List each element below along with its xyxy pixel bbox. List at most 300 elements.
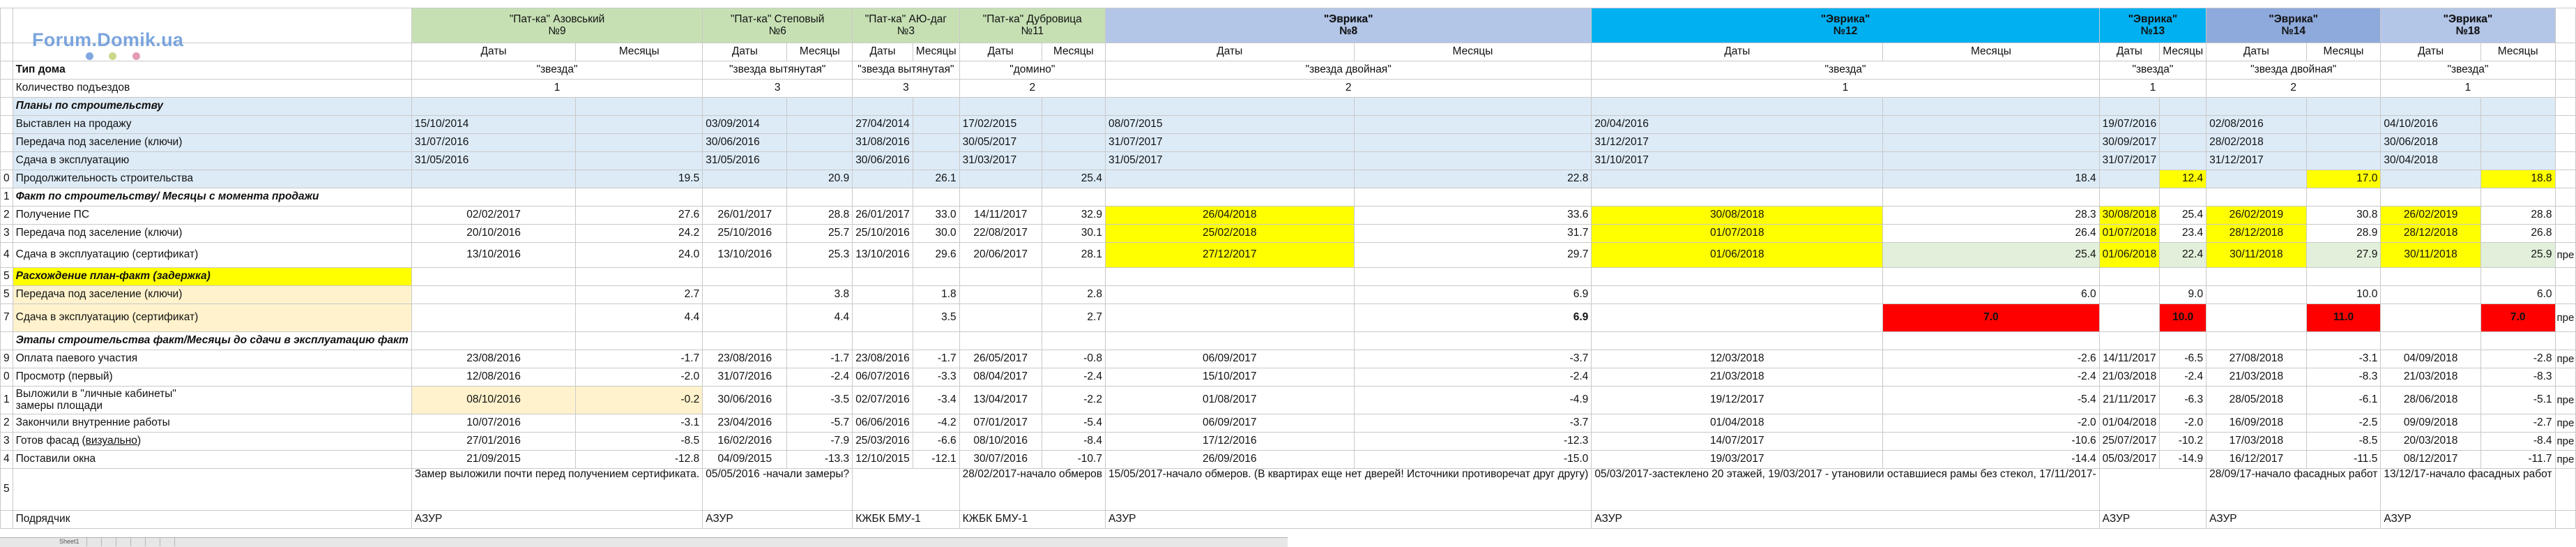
- date-cell[interactable]: [1105, 170, 1354, 188]
- date-cell[interactable]: 01/07/2018: [1592, 225, 1883, 243]
- row-label[interactable]: Просмотр (первый): [13, 368, 411, 387]
- note-cell[interactable]: 28/02/2017-начало обмеров: [959, 469, 1105, 511]
- date-cell[interactable]: 14/11/2017: [959, 207, 1042, 225]
- months-cell[interactable]: 33.0: [913, 207, 959, 225]
- months-cell[interactable]: -5.1: [2480, 387, 2555, 414]
- subheader-dates[interactable]: Даты: [703, 43, 787, 61]
- subheader-dates[interactable]: Даты: [1105, 43, 1354, 61]
- months-cell[interactable]: 2.7: [576, 286, 703, 304]
- date-cell[interactable]: 31/07/2017: [1105, 134, 1354, 152]
- empty-cell[interactable]: [787, 268, 853, 286]
- date-cell[interactable]: [959, 304, 1042, 332]
- overflow-cell[interactable]: [2555, 207, 2576, 225]
- months-cell[interactable]: -2.4: [2160, 368, 2207, 387]
- empty-cell[interactable]: [1883, 188, 2100, 207]
- empty-cell[interactable]: [703, 188, 787, 207]
- date-cell[interactable]: [1592, 170, 1883, 188]
- overflow-cell[interactable]: [2555, 368, 2576, 387]
- date-cell[interactable]: [959, 170, 1042, 188]
- months-cell[interactable]: -5.4: [1042, 414, 1105, 433]
- empty-cell[interactable]: [2099, 188, 2160, 207]
- empty-cell[interactable]: [2381, 188, 2481, 207]
- overflow-cell[interactable]: пре: [2555, 451, 2576, 469]
- months-cell[interactable]: -8.4: [1042, 433, 1105, 451]
- months-cell[interactable]: 27.6: [576, 207, 703, 225]
- months-cell[interactable]: [1042, 152, 1105, 170]
- months-cell[interactable]: -1.7: [787, 350, 853, 368]
- date-cell[interactable]: 02/07/2016: [853, 387, 913, 414]
- value-cell[interactable]: "звезда": [411, 61, 702, 80]
- date-cell[interactable]: [1105, 304, 1354, 332]
- months-cell[interactable]: -8.3: [2480, 368, 2555, 387]
- subheader-months[interactable]: Месяцы: [787, 43, 853, 61]
- row-number[interactable]: [1, 98, 13, 116]
- empty-cell[interactable]: [853, 98, 913, 116]
- months-cell[interactable]: -3.1: [2306, 350, 2381, 368]
- months-cell[interactable]: 23.4: [2160, 225, 2207, 243]
- overflow-cell[interactable]: [2555, 225, 2576, 243]
- months-cell[interactable]: [1883, 152, 2100, 170]
- months-cell[interactable]: 32.9: [1042, 207, 1105, 225]
- value-cell[interactable]: 2: [959, 80, 1105, 98]
- months-cell[interactable]: -3.1: [576, 414, 703, 433]
- months-cell[interactable]: -12.3: [1354, 433, 1592, 451]
- months-cell[interactable]: [2160, 134, 2207, 152]
- date-cell[interactable]: 30/11/2018: [2207, 243, 2307, 268]
- date-cell[interactable]: 27/12/2017: [1105, 243, 1354, 268]
- date-cell[interactable]: [2099, 170, 2160, 188]
- date-cell[interactable]: [2099, 286, 2160, 304]
- empty-cell[interactable]: [913, 332, 959, 350]
- months-cell[interactable]: -2.5: [2306, 414, 2381, 433]
- date-cell[interactable]: 04/09/2015: [703, 451, 787, 469]
- date-cell[interactable]: 13/10/2016: [411, 243, 575, 268]
- months-cell[interactable]: [787, 116, 853, 134]
- row-label[interactable]: [13, 433, 411, 451]
- row-number[interactable]: [1, 332, 13, 350]
- row-number[interactable]: [1, 152, 13, 170]
- value-cell[interactable]: 3: [703, 80, 853, 98]
- date-cell[interactable]: 28/12/2018: [2207, 225, 2307, 243]
- months-cell[interactable]: -2.0: [2160, 414, 2207, 433]
- date-cell[interactable]: 04/09/2018: [2381, 350, 2481, 368]
- empty-cell[interactable]: [1354, 98, 1592, 116]
- months-cell[interactable]: 28.3: [1883, 207, 2100, 225]
- date-cell[interactable]: 21/03/2018: [2207, 368, 2307, 387]
- value-cell[interactable]: 1: [411, 80, 702, 98]
- value-cell[interactable]: "звезда вытянутая": [853, 61, 959, 80]
- date-cell[interactable]: 01/04/2018: [1592, 414, 1883, 433]
- date-cell[interactable]: 30/06/2018: [2381, 134, 2481, 152]
- months-cell[interactable]: [913, 134, 959, 152]
- date-cell[interactable]: [2207, 304, 2307, 332]
- value-cell[interactable]: АЗУР: [703, 511, 853, 529]
- value-cell[interactable]: "звезда вытянутая": [703, 61, 853, 80]
- empty-cell[interactable]: [2381, 268, 2481, 286]
- value-cell[interactable]: 3: [853, 80, 959, 98]
- empty-cell[interactable]: [2207, 268, 2307, 286]
- project-header-8[interactable]: [2207, 8, 2381, 43]
- empty-cell[interactable]: [1592, 188, 1883, 207]
- date-cell[interactable]: 30/07/2016: [959, 451, 1042, 469]
- value-cell[interactable]: 1: [2381, 80, 2555, 98]
- subheader-months[interactable]: Месяцы: [913, 43, 959, 61]
- subheader-dates[interactable]: Даты: [853, 43, 913, 61]
- months-cell[interactable]: [1354, 152, 1592, 170]
- months-cell[interactable]: [2306, 134, 2381, 152]
- empty-cell[interactable]: [703, 332, 787, 350]
- empty-cell[interactable]: [411, 98, 575, 116]
- months-cell[interactable]: -5.7: [787, 414, 853, 433]
- date-cell[interactable]: 25/03/2016: [853, 433, 913, 451]
- months-cell[interactable]: [1354, 116, 1592, 134]
- row-number[interactable]: 2: [1, 414, 13, 433]
- empty-cell[interactable]: [411, 268, 575, 286]
- note-cell[interactable]: 13/12/17-начало фасадных работ: [2381, 469, 2555, 511]
- date-cell[interactable]: 31/05/2016: [411, 152, 575, 170]
- subheader-dates[interactable]: Даты: [2381, 43, 2481, 61]
- date-cell[interactable]: 01/07/2018: [2099, 225, 2160, 243]
- months-cell[interactable]: [787, 152, 853, 170]
- date-cell[interactable]: 31/12/2017: [2207, 152, 2307, 170]
- empty-cell[interactable]: [411, 332, 575, 350]
- months-cell[interactable]: [576, 134, 703, 152]
- months-cell[interactable]: -2.7: [2480, 414, 2555, 433]
- months-cell[interactable]: -6.5: [2160, 350, 2207, 368]
- sheet-tab[interactable]: [102, 537, 116, 546]
- row-label[interactable]: Подрядчик: [13, 511, 411, 529]
- date-cell[interactable]: 30/09/2017: [2099, 134, 2160, 152]
- subheader-dates[interactable]: Даты: [2099, 43, 2160, 61]
- row-label[interactable]: Продолжительность строительства: [13, 170, 411, 188]
- date-cell[interactable]: [2207, 170, 2307, 188]
- months-cell[interactable]: 19.5: [576, 170, 703, 188]
- date-cell[interactable]: 21/11/2017: [2099, 387, 2160, 414]
- months-cell[interactable]: [2480, 116, 2555, 134]
- date-cell[interactable]: 06/07/2016: [853, 368, 913, 387]
- months-cell[interactable]: -8.4: [2480, 433, 2555, 451]
- months-cell[interactable]: -10.6: [1883, 433, 2100, 451]
- months-cell[interactable]: -4.2: [913, 414, 959, 433]
- months-cell[interactable]: -3.7: [1354, 414, 1592, 433]
- empty-cell[interactable]: [2160, 188, 2207, 207]
- value-cell[interactable]: "звезда": [2381, 61, 2555, 80]
- note-cell[interactable]: Замер выложили почти перед получением сертификата.: [411, 469, 702, 511]
- empty-cell[interactable]: [959, 188, 1042, 207]
- overflow-cell[interactable]: [2555, 170, 2576, 188]
- empty-cell[interactable]: [787, 332, 853, 350]
- empty-cell[interactable]: [1105, 332, 1354, 350]
- months-cell[interactable]: 26.1: [913, 170, 959, 188]
- months-cell[interactable]: -10.7: [1042, 451, 1105, 469]
- months-cell[interactable]: -2.4: [1354, 368, 1592, 387]
- date-cell[interactable]: [703, 170, 787, 188]
- date-cell[interactable]: 26/05/2017: [959, 350, 1042, 368]
- date-cell[interactable]: 30/08/2018: [1592, 207, 1883, 225]
- date-cell[interactable]: [703, 304, 787, 332]
- empty-cell[interactable]: [1354, 188, 1592, 207]
- overflow-cell[interactable]: [2555, 188, 2576, 207]
- row-label[interactable]: Сдача в эксплуатацию (сертификат): [13, 304, 411, 332]
- row-number[interactable]: 9: [1, 350, 13, 368]
- empty-cell[interactable]: [2306, 268, 2381, 286]
- date-cell[interactable]: [959, 286, 1042, 304]
- empty-cell[interactable]: [2207, 332, 2307, 350]
- date-cell[interactable]: [2381, 286, 2481, 304]
- row-number[interactable]: 7: [1, 304, 13, 332]
- months-cell[interactable]: [1883, 134, 2100, 152]
- months-cell[interactable]: 25.4: [1042, 170, 1105, 188]
- subheader-months[interactable]: Месяцы: [1883, 43, 2100, 61]
- empty-cell[interactable]: [1042, 332, 1105, 350]
- date-cell[interactable]: [2099, 304, 2160, 332]
- date-cell[interactable]: 31/05/2017: [1105, 152, 1354, 170]
- empty-cell[interactable]: [576, 332, 703, 350]
- overflow-cell[interactable]: [2555, 61, 2576, 80]
- months-cell[interactable]: -2.6: [1883, 350, 2100, 368]
- overflow-cell[interactable]: пре: [2555, 387, 2576, 414]
- empty-cell[interactable]: [853, 332, 913, 350]
- date-cell[interactable]: 10/07/2016: [411, 414, 575, 433]
- empty-cell[interactable]: [2099, 332, 2160, 350]
- empty-cell[interactable]: [1592, 332, 1883, 350]
- empty-cell[interactable]: [1354, 268, 1592, 286]
- date-cell[interactable]: 13/04/2017: [959, 387, 1042, 414]
- value-cell[interactable]: АЗУР: [2099, 511, 2206, 529]
- empty-cell[interactable]: [1883, 332, 2100, 350]
- row-number[interactable]: 5: [1, 469, 13, 511]
- months-cell[interactable]: -13.3: [787, 451, 853, 469]
- date-cell[interactable]: 01/06/2018: [2099, 243, 2160, 268]
- project-header-6[interactable]: [1592, 8, 2099, 43]
- project-header-9[interactable]: [2381, 8, 2555, 43]
- months-cell[interactable]: 17.0: [2306, 170, 2381, 188]
- project-header-4[interactable]: [959, 8, 1105, 43]
- months-cell[interactable]: [1883, 116, 2100, 134]
- row-number[interactable]: 0: [1, 368, 13, 387]
- value-cell[interactable]: КЖБК БМУ-1: [853, 511, 959, 529]
- date-cell[interactable]: 02/08/2016: [2207, 116, 2307, 134]
- row-number[interactable]: [1, 61, 13, 80]
- date-cell[interactable]: 26/02/2019: [2207, 207, 2307, 225]
- months-cell[interactable]: -8.3: [2306, 368, 2381, 387]
- date-cell[interactable]: 20/03/2018: [2381, 433, 2481, 451]
- date-cell[interactable]: 21/03/2018: [2099, 368, 2160, 387]
- months-cell[interactable]: 22.8: [1354, 170, 1592, 188]
- row-label[interactable]: Тип дома: [13, 61, 411, 80]
- date-cell[interactable]: 30/05/2017: [959, 134, 1042, 152]
- row-number[interactable]: [1, 43, 13, 61]
- overflow-cell[interactable]: [2555, 116, 2576, 134]
- date-cell[interactable]: 26/01/2017: [853, 207, 913, 225]
- overflow-cell[interactable]: пре: [2555, 304, 2576, 332]
- sheet-tab[interactable]: [146, 537, 160, 546]
- empty-cell[interactable]: [576, 188, 703, 207]
- date-cell[interactable]: 31/12/2017: [1592, 134, 1883, 152]
- row-label[interactable]: Передача под заселение (ключи): [13, 225, 411, 243]
- row-number[interactable]: [1, 116, 13, 134]
- date-cell[interactable]: 31/03/2017: [959, 152, 1042, 170]
- date-cell[interactable]: 20/10/2016: [411, 225, 575, 243]
- date-cell[interactable]: 08/10/2016: [411, 387, 575, 414]
- months-cell[interactable]: -6.1: [2306, 387, 2381, 414]
- date-cell[interactable]: 17/03/2018: [2207, 433, 2307, 451]
- months-cell[interactable]: [2306, 152, 2381, 170]
- months-cell[interactable]: [576, 116, 703, 134]
- months-cell[interactable]: -14.4: [1883, 451, 2100, 469]
- date-cell[interactable]: 01/04/2018: [2099, 414, 2160, 433]
- row-label[interactable]: Поставили окна: [13, 451, 411, 469]
- overflow-cell[interactable]: пре: [2555, 414, 2576, 433]
- sheet-tab[interactable]: [160, 537, 175, 546]
- months-cell[interactable]: 7.0: [1883, 304, 2100, 332]
- months-cell[interactable]: -11.5: [2306, 451, 2381, 469]
- date-cell[interactable]: 27/01/2016: [411, 433, 575, 451]
- value-cell[interactable]: 1: [2099, 80, 2206, 98]
- value-cell[interactable]: "домино": [959, 61, 1105, 80]
- empty-cell[interactable]: [2160, 332, 2207, 350]
- empty-cell[interactable]: [959, 268, 1042, 286]
- row-label[interactable]: Сдача в эксплуатацию (сертификат): [13, 243, 411, 268]
- months-cell[interactable]: 3.8: [787, 286, 853, 304]
- date-cell[interactable]: [1105, 286, 1354, 304]
- empty-cell[interactable]: [2480, 268, 2555, 286]
- months-cell[interactable]: -2.0: [1883, 414, 2100, 433]
- overflow-cell[interactable]: [2555, 511, 2576, 529]
- date-cell[interactable]: 31/07/2016: [703, 368, 787, 387]
- empty-cell[interactable]: [853, 188, 913, 207]
- project-header-3[interactable]: [853, 8, 959, 43]
- note-cell[interactable]: 05/03/2017-застеклено 20 этажей, 19/03/2017 - утановили оставшиеся рамы без стекол, 17/11/2017-: [1592, 469, 2099, 511]
- date-cell[interactable]: 20/04/2016: [1592, 116, 1883, 134]
- months-cell[interactable]: -1.7: [576, 350, 703, 368]
- overflow-cell[interactable]: [2555, 152, 2576, 170]
- date-cell[interactable]: 31/07/2017: [2099, 152, 2160, 170]
- sheet-tab[interactable]: [131, 537, 146, 546]
- empty-cell[interactable]: [703, 98, 787, 116]
- date-cell[interactable]: 31/10/2017: [1592, 152, 1883, 170]
- date-cell[interactable]: [1592, 286, 1883, 304]
- overflow-cell[interactable]: [2555, 332, 2576, 350]
- overflow-cell[interactable]: [2555, 98, 2576, 116]
- date-cell[interactable]: 30/06/2016: [853, 152, 913, 170]
- date-cell[interactable]: [1592, 304, 1883, 332]
- date-cell[interactable]: 01/06/2018: [1592, 243, 1883, 268]
- date-cell[interactable]: 23/08/2016: [411, 350, 575, 368]
- row-number[interactable]: 3: [1, 433, 13, 451]
- months-cell[interactable]: [2480, 152, 2555, 170]
- date-cell[interactable]: 20/06/2017: [959, 243, 1042, 268]
- subheader-months[interactable]: Месяцы: [1354, 43, 1592, 61]
- subheader-dates[interactable]: Даты: [959, 43, 1042, 61]
- empty-cell[interactable]: [1883, 268, 2100, 286]
- empty-cell[interactable]: [2099, 268, 2160, 286]
- date-cell[interactable]: 28/02/2018: [2207, 134, 2307, 152]
- section-title[interactable]: Этапы строительства факт/Месяцы до сдачи в эксплуатацию факт: [13, 332, 411, 350]
- empty-cell[interactable]: [1354, 332, 1592, 350]
- row-number[interactable]: 3: [1, 225, 13, 243]
- date-cell[interactable]: 17/12/2016: [1105, 433, 1354, 451]
- months-cell[interactable]: 28.9: [2306, 225, 2381, 243]
- months-cell[interactable]: 24.2: [576, 225, 703, 243]
- row-number[interactable]: 5: [1, 268, 13, 286]
- date-cell[interactable]: 16/12/2017: [2207, 451, 2307, 469]
- project-header-1[interactable]: [411, 8, 702, 43]
- date-cell[interactable]: [2381, 170, 2481, 188]
- date-cell[interactable]: [2381, 304, 2481, 332]
- date-cell[interactable]: 08/10/2016: [959, 433, 1042, 451]
- project-header-7[interactable]: [2099, 8, 2206, 43]
- date-cell[interactable]: 04/10/2016: [2381, 116, 2481, 134]
- months-cell[interactable]: 30.8: [2306, 207, 2381, 225]
- months-cell[interactable]: 29.6: [913, 243, 959, 268]
- months-cell[interactable]: 31.7: [1354, 225, 1592, 243]
- value-cell[interactable]: АЗУР: [1105, 511, 1591, 529]
- value-cell[interactable]: АЗУР: [2381, 511, 2555, 529]
- empty-cell[interactable]: [1883, 98, 2100, 116]
- sheet-tab[interactable]: Sheet1: [52, 537, 87, 546]
- empty-cell[interactable]: [787, 98, 853, 116]
- note-cell[interactable]: 15/05/2017-начало обмеров. (В квартирах еще нет дверей! Источники противоречат друг другу): [1105, 469, 1591, 511]
- date-cell[interactable]: 26/09/2016: [1105, 451, 1354, 469]
- empty-cell[interactable]: [1592, 268, 1883, 286]
- months-cell[interactable]: 2.8: [1042, 286, 1105, 304]
- months-cell[interactable]: -14.9: [2160, 451, 2207, 469]
- row-number[interactable]: 4: [1, 451, 13, 469]
- note-cell[interactable]: 05/05/2016 -начали замеры?: [703, 469, 853, 511]
- months-cell[interactable]: 20.9: [787, 170, 853, 188]
- date-cell[interactable]: 05/03/2017: [2099, 451, 2160, 469]
- months-cell[interactable]: -3.7: [1354, 350, 1592, 368]
- date-cell[interactable]: 13/10/2016: [703, 243, 787, 268]
- months-cell[interactable]: 18.4: [1883, 170, 2100, 188]
- months-cell[interactable]: 26.8: [2480, 225, 2555, 243]
- date-cell[interactable]: 08/12/2017: [2381, 451, 2481, 469]
- row-label[interactable]: Количество подъездов: [13, 80, 411, 98]
- date-cell[interactable]: 19/12/2017: [1592, 387, 1883, 414]
- months-cell[interactable]: 28.8: [787, 207, 853, 225]
- months-cell[interactable]: [2480, 134, 2555, 152]
- date-cell[interactable]: 30/06/2016: [703, 134, 787, 152]
- date-cell[interactable]: 16/02/2016: [703, 433, 787, 451]
- date-cell[interactable]: 30/06/2016: [703, 387, 787, 414]
- date-cell[interactable]: 12/08/2016: [411, 368, 575, 387]
- months-cell[interactable]: -2.8: [2480, 350, 2555, 368]
- empty-cell[interactable]: [2480, 188, 2555, 207]
- overflow-cell[interactable]: [2555, 268, 2576, 286]
- empty-cell[interactable]: [576, 98, 703, 116]
- date-cell[interactable]: 25/02/2018: [1105, 225, 1354, 243]
- value-cell[interactable]: АЗУР: [1592, 511, 2099, 529]
- months-cell[interactable]: 26.4: [1883, 225, 2100, 243]
- months-cell[interactable]: -2.2: [1042, 387, 1105, 414]
- row-number[interactable]: 1: [1, 188, 13, 207]
- months-cell[interactable]: 27.9: [2306, 243, 2381, 268]
- empty-cell[interactable]: [1105, 188, 1354, 207]
- empty-cell[interactable]: [703, 268, 787, 286]
- date-cell[interactable]: 12/03/2018: [1592, 350, 1883, 368]
- date-cell[interactable]: 30/08/2018: [2099, 207, 2160, 225]
- subheader-months[interactable]: Месяцы: [576, 43, 703, 61]
- months-cell[interactable]: -7.9: [787, 433, 853, 451]
- date-cell[interactable]: 31/08/2016: [853, 134, 913, 152]
- empty-cell[interactable]: [2306, 98, 2381, 116]
- months-cell[interactable]: 10.0: [2160, 304, 2207, 332]
- months-cell[interactable]: -4.9: [1354, 387, 1592, 414]
- section-title[interactable]: Факт по строительству/ Месяцы с момента продажи: [13, 188, 411, 207]
- empty-cell[interactable]: [1105, 268, 1354, 286]
- date-cell[interactable]: 27/08/2018: [2207, 350, 2307, 368]
